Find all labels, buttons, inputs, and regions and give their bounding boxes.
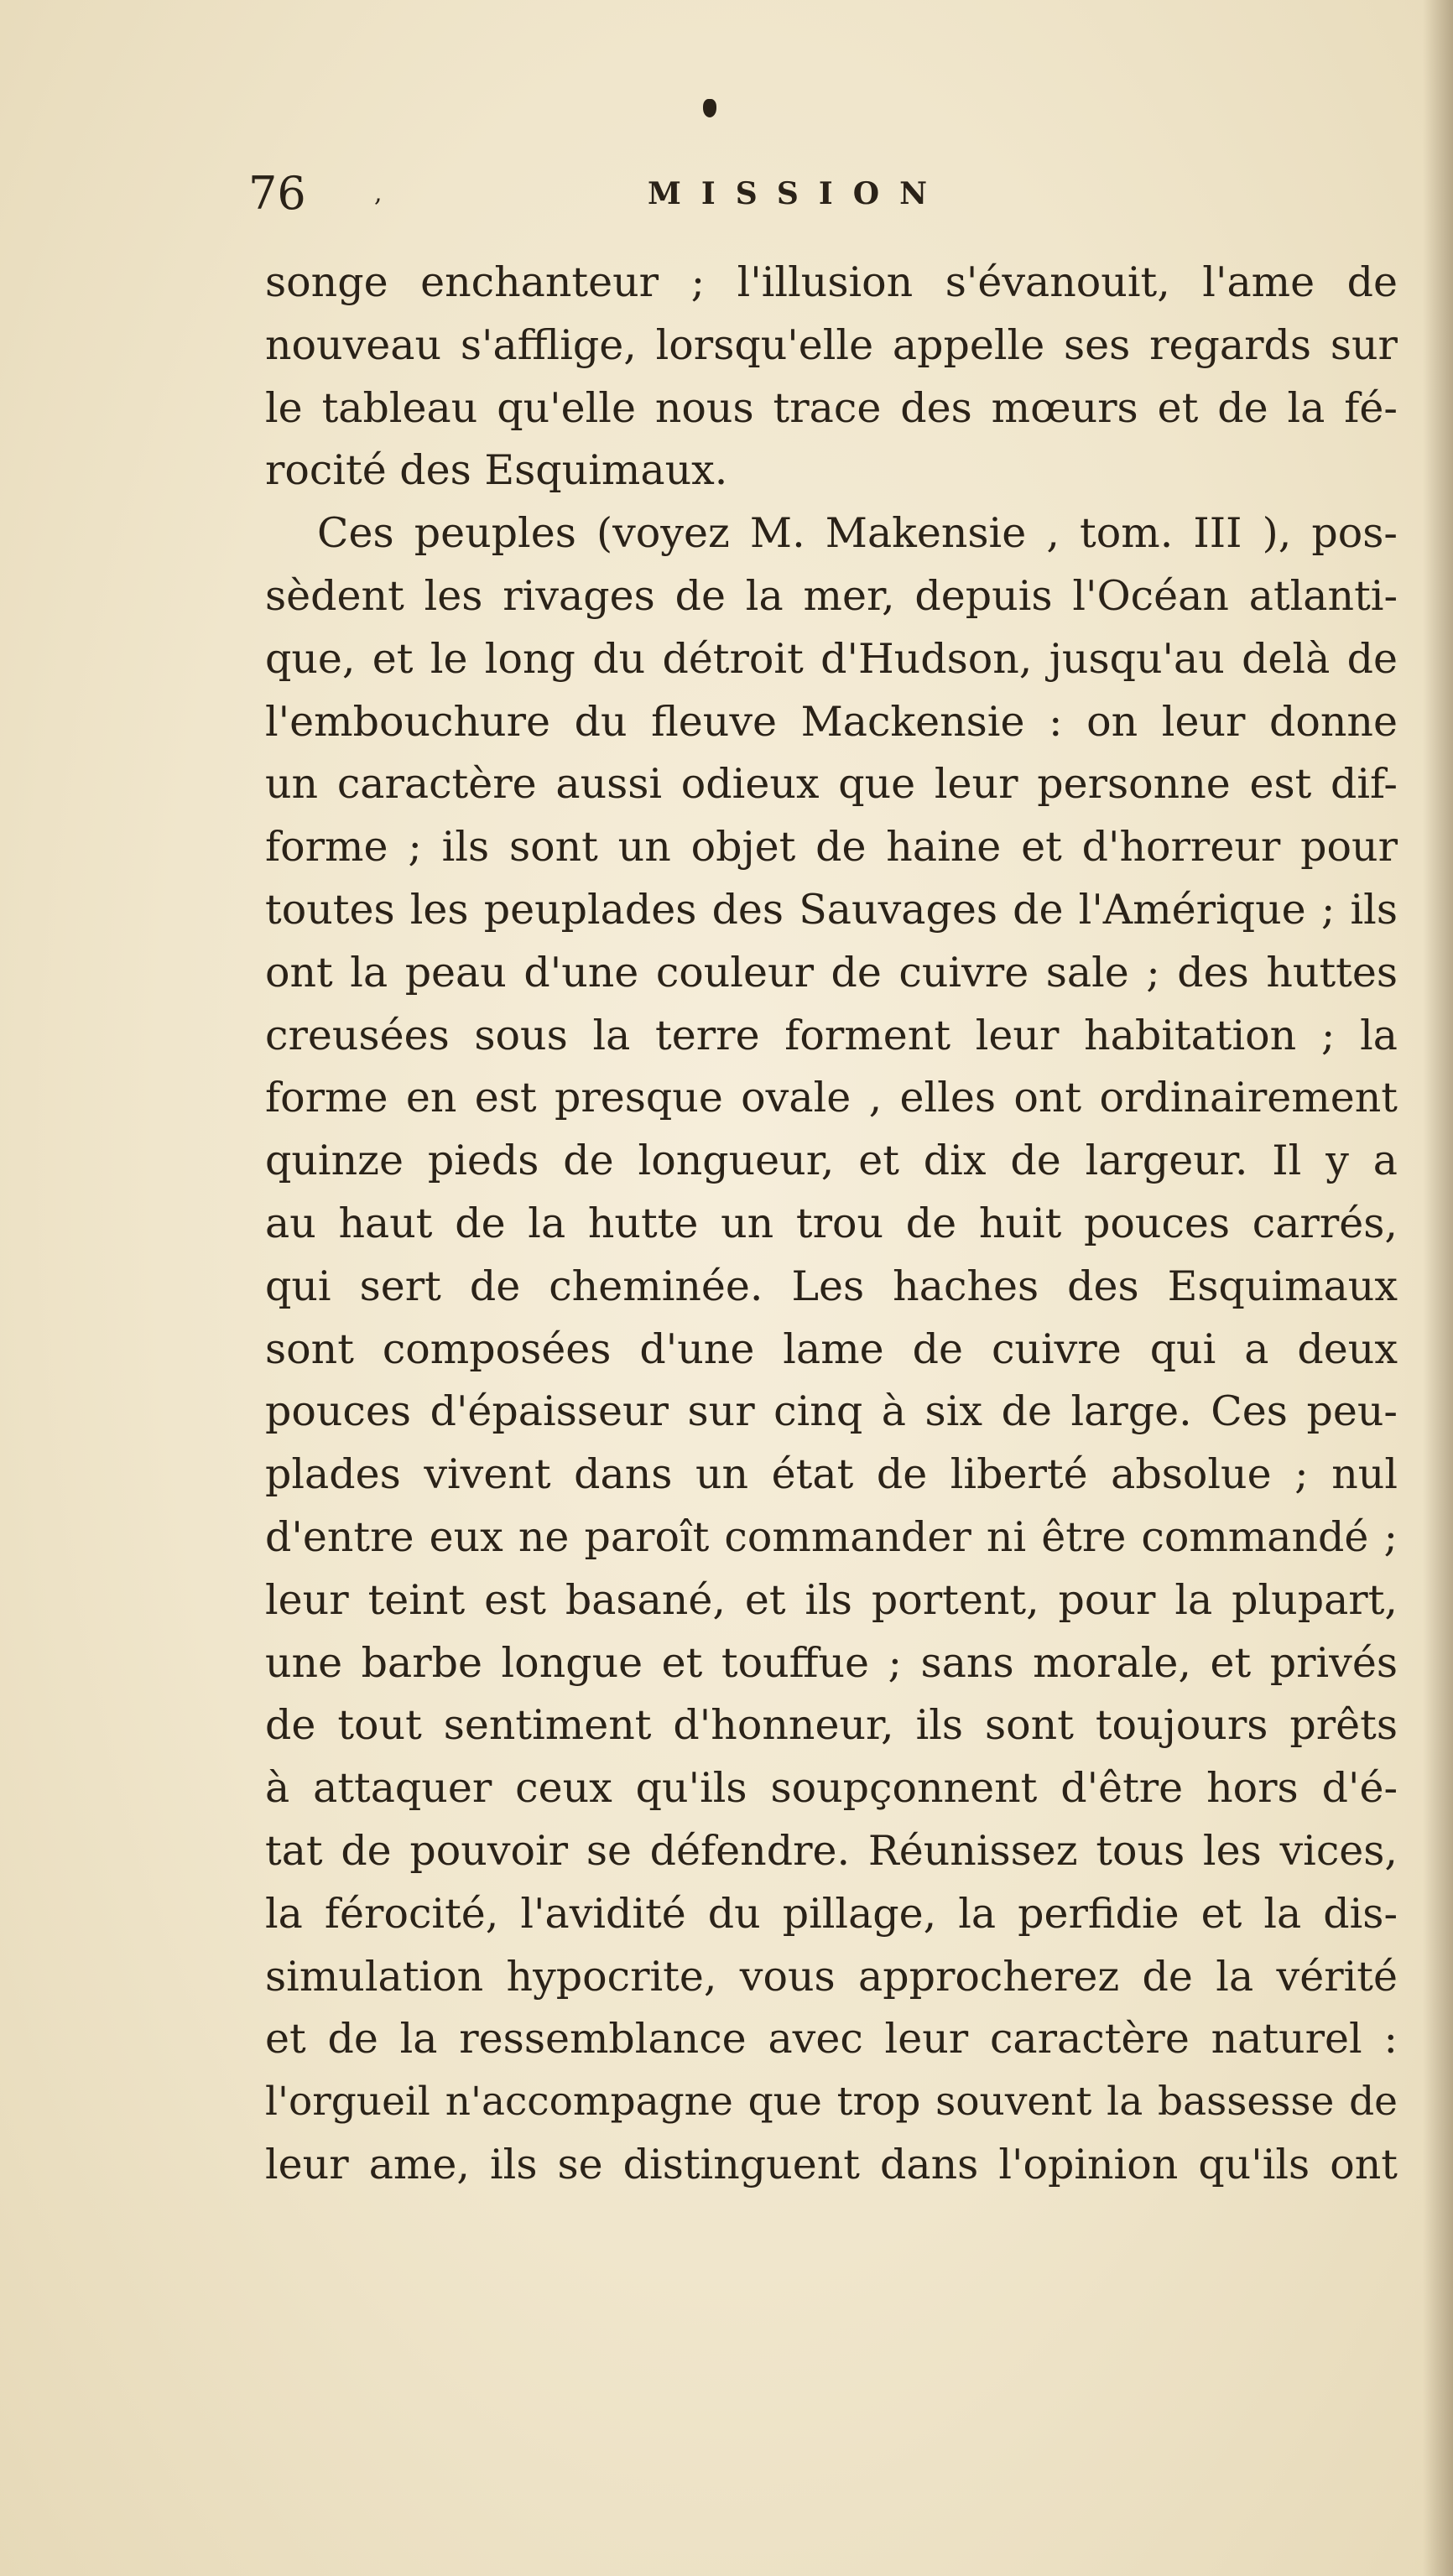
body-text (265, 252, 1398, 2197)
text-line: que, et le long du détroit d'Hudson, jusqu'au delà de (265, 634, 1398, 683)
text-line: quinze pieds de longueur, et dix de largeur. Il y a (265, 1137, 1398, 1185)
text-line: pouces d'épaisseur sur cinq à six de large. Ces peu- (265, 1387, 1398, 1436)
gutter-shadow (1423, 0, 1453, 2576)
tick-mark: , (374, 179, 383, 208)
text-line: la férocité, l'avidité du pillage, la perfidie et la dis- (265, 1889, 1398, 1938)
text-line: de tout sentiment d'honneur, ils sont toujours prêts (265, 1701, 1398, 1750)
text-line: sèdent les rivages de la mer, depuis l'Océan atlanti- (265, 571, 1398, 620)
text-line: ont la peau d'une couleur de cuivre sale ; des huttes (265, 948, 1398, 997)
text-line: un caractère aussi odieux que leur personne est dif- (265, 760, 1398, 809)
page-number: 76 (248, 167, 306, 220)
text-line: simulation hypocrite, vous approcherez de la vérité (265, 1952, 1398, 2001)
text-line: rocité des Esquimaux. (265, 446, 728, 495)
text-line: forme en est presque ovale , elles ont ordinairement (265, 1074, 1398, 1122)
text-line: forme ; ils sont un objet de haine et d'horreur pour (265, 823, 1398, 872)
text-line: leur ame, ils se distinguent dans l'opinion qu'ils ont (265, 2140, 1398, 2188)
text-line: et de la ressemblance avec leur caractère naturel : (265, 2015, 1398, 2063)
text-line: au haut de la hutte un trou de huit pouces carrés, (265, 1199, 1398, 1247)
text-line: sont composées d'une lame de cuivre qui a deux (265, 1324, 1398, 1373)
text-line: Ces peuples (voyez M. Makensie , tom. III ), pos- (317, 509, 1398, 558)
text-line: l'orgueil n'accompagne que trop souvent la bassesse de (265, 2079, 1398, 2126)
text-line: plades vivent dans un état de liberté absolue ; nul (265, 1450, 1398, 1499)
text-line: nouveau s'afflige, lorsqu'elle appelle ses regards sur (265, 320, 1398, 369)
text-line: à attaquer ceux qu'ils soupçonnent d'être hors d'é- (265, 1764, 1398, 1813)
text-line: leur teint est basané, et ils portent, pour la plupart, (265, 1575, 1398, 1624)
text-line: songe enchanteur ; l'illusion s'évanouit, l'ame de (265, 258, 1398, 306)
text-line: le tableau qu'elle nous trace des mœurs et de la fé- (265, 383, 1398, 432)
text-line: tat de pouvoir se défendre. Réunissez tous les vices, (265, 1826, 1398, 1875)
text-line: l'embouchure du fleuve Mackensie : on leur donne (265, 697, 1398, 746)
text-line: creusées sous la terre forment leur habitation ; la (265, 1011, 1398, 1059)
ink-mark (703, 99, 716, 117)
text-line: qui sert de cheminée. Les haches des Esquimaux (265, 1262, 1398, 1310)
running-head (248, 164, 1423, 223)
running-title: MISSION (648, 176, 947, 211)
text-line: toutes les peuplades des Sauvages de l'Amérique ; ils (265, 885, 1398, 934)
text-line: une barbe longue et touffue ; sans morale, et privés (265, 1638, 1398, 1687)
text-line: d'entre eux ne paroît commander ni être commandé ; (265, 1512, 1398, 1561)
